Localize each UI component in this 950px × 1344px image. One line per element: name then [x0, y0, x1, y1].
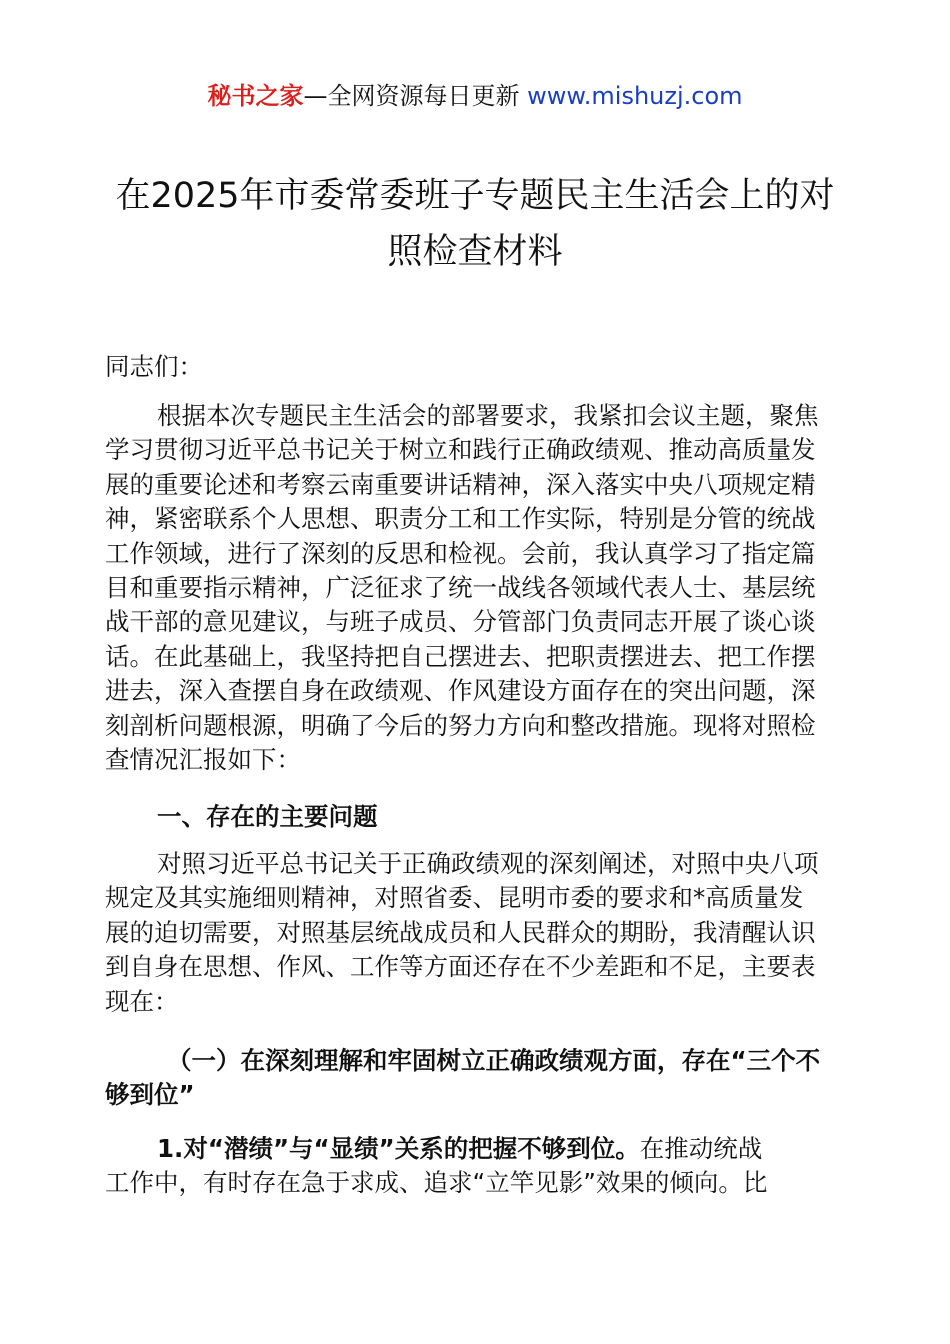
- title-line-2: 照检查材料: [387, 232, 563, 272]
- paragraph-line: 现在：: [105, 986, 179, 1016]
- brand-name: 秘书之家: [207, 82, 304, 110]
- title-line-1: 在2025年市委常委班子专题民主生活会上的对: [115, 176, 835, 216]
- salutation-text: 同志们：: [105, 352, 203, 381]
- intro-paragraph: [105, 399, 847, 777]
- paragraph-line: 神，紧密联系个人思想、职责分工和工作实际，特别是分管的统战: [105, 504, 816, 534]
- paragraph-line: 战干部的意见建议，与班子成员、分管部门负责同志开展了谈心谈: [105, 607, 816, 637]
- subheading-line: （一）在深刻理解和牢固树立正确政绩观方面，存在“三个不: [167, 1046, 821, 1075]
- paragraph-line: 展的重要论述和考察云南重要讲话精神，深入落实中央八项规定精: [105, 469, 816, 499]
- site-header: [0, 78, 950, 114]
- point-1-line-1: [105, 1132, 847, 1166]
- site-url-link[interactable]: www.mishuzj.com: [527, 82, 743, 110]
- document-title: [105, 168, 845, 280]
- section-1-paragraph: [105, 847, 847, 1019]
- paragraph-line: 学习贯彻习近平总书记关于树立和践行正确政绩观、推动高质量发: [105, 435, 816, 465]
- paragraph-line: 根据本次专题民主生活会的部署要求，我紧扣会议主题，聚焦: [157, 401, 819, 430]
- section-1-heading: 一、存在的主要问题: [157, 802, 378, 831]
- paragraph-line: 刻剖析问题根源，明确了今后的努力方向和整改措施。现将对照检: [105, 710, 816, 740]
- paragraph-line: 工作领域，进行了深刻的反思和检视。会前，我认真学习了指定篇: [105, 538, 816, 568]
- point-1-bold: 1.对“潜绩”与“显绩”关系的把握不够到位。: [157, 1134, 640, 1163]
- point-1-rest: 在推动统战: [639, 1134, 763, 1163]
- paragraph-line: 展的迫切需要，对照基层统战成员和人民群众的期盼，我清醒认识: [105, 917, 816, 947]
- subheading-line: 够到位”: [105, 1080, 195, 1110]
- paragraph-line: 查情况汇报如下：: [105, 745, 301, 775]
- section-heading: [105, 800, 847, 834]
- point-1-paragraph: [105, 1132, 847, 1201]
- paragraph-line: 规定及其实施细则精神，对照省委、昆明市委的要求和*高质量发: [105, 883, 804, 913]
- subheading: [105, 1044, 847, 1113]
- paragraph-line: 进去，深入查摆自身在政绩观、作风建设方面存在的突出问题，深: [105, 676, 816, 706]
- paragraph-line: 话。在此基础上，我坚持把自己摆进去、把职责摆进去、把工作摆: [105, 641, 816, 671]
- paragraph-line: 到自身在思想、作风、工作等方面还存在不少差距和不足，主要表: [105, 952, 816, 982]
- paragraph-line: 对照习近平总书记关于正确政绩观的深刻阐述，对照中央八项: [157, 849, 819, 878]
- paragraph-line: 目和重要指示精神，广泛征求了统一战线各领域代表人士、基层统: [105, 573, 816, 603]
- header-tagline: —全网资源每日更新: [303, 82, 520, 110]
- point-1-line-2: 工作中，有时存在急于求成、追求“立竿见影”效果的倾向。比: [105, 1168, 768, 1198]
- salutation: [105, 350, 847, 384]
